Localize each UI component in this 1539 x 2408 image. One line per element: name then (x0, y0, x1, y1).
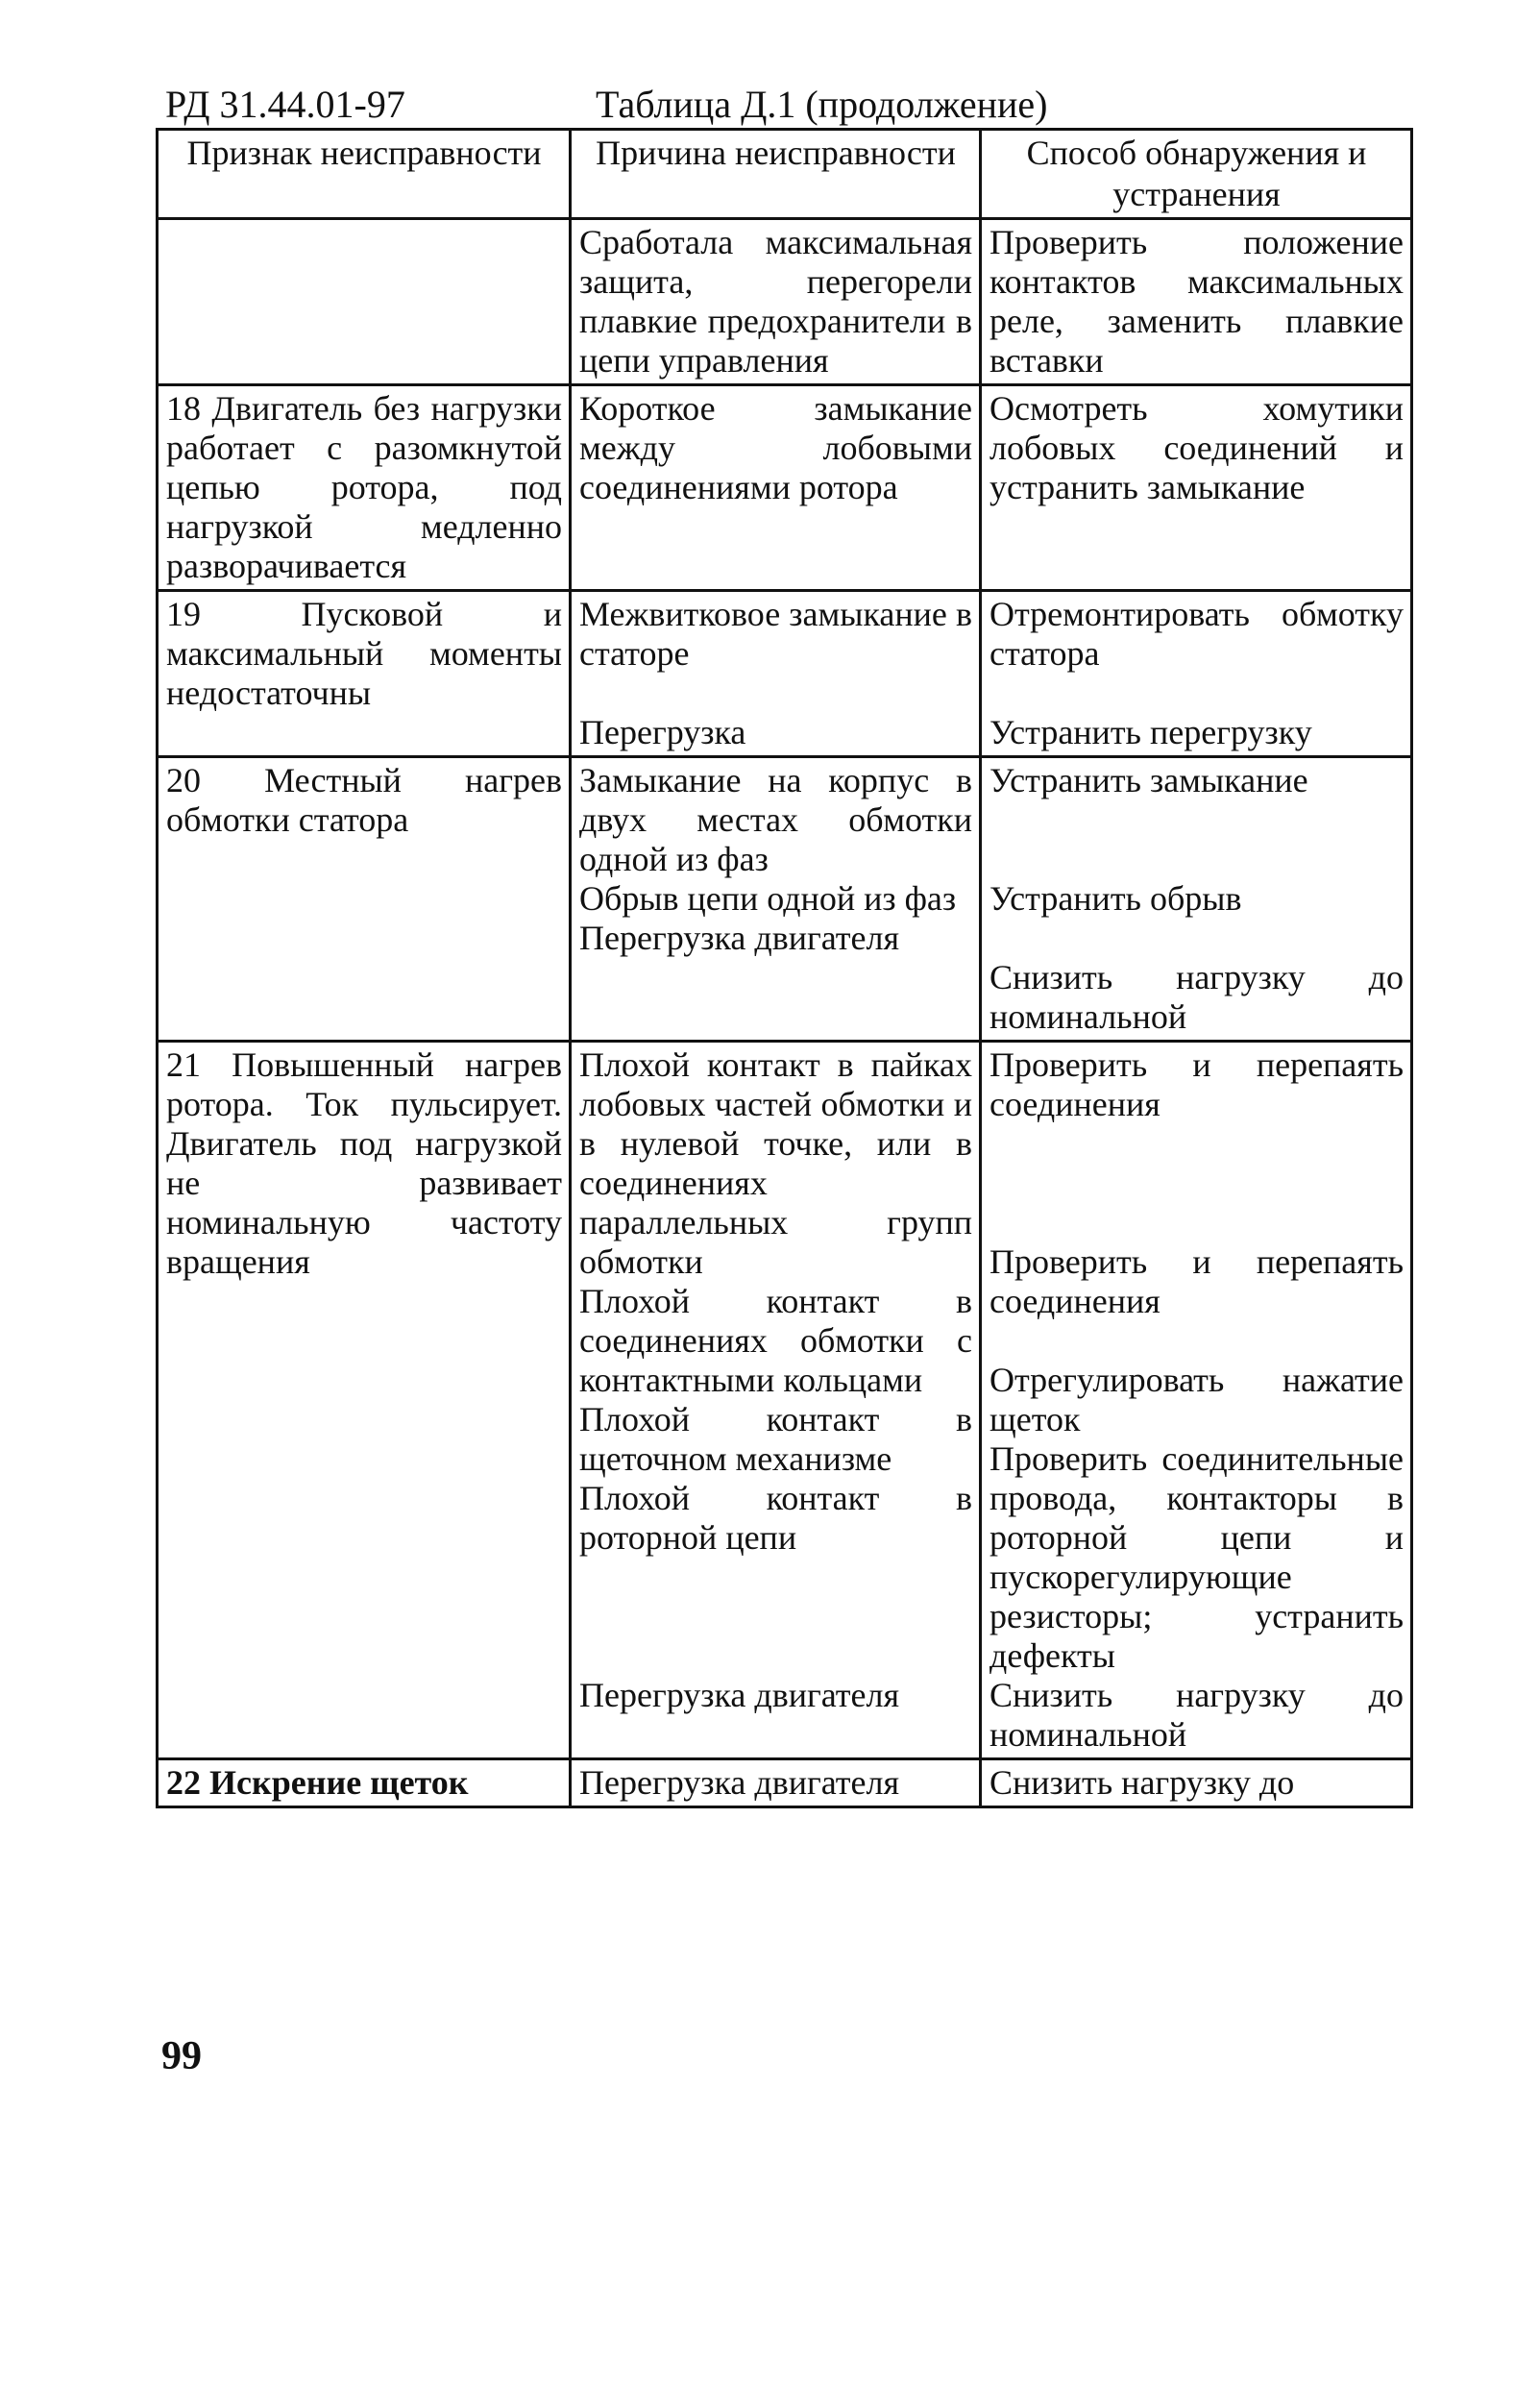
symptom-cell: 22 Искрение щеток (158, 1759, 571, 1807)
symptom-cell: 19 Пусковой и максимальный моменты недостаточны (158, 591, 571, 757)
table-row (158, 591, 1412, 757)
page-header (156, 81, 1416, 129)
remedy-text: Устранить обрыв (989, 879, 1242, 918)
remedy-cell (981, 757, 1412, 1042)
cause-cell (571, 591, 981, 757)
cause-text: Замыкание на корпус в двух местах обмотки одной из фаз (579, 761, 972, 878)
remedy-text: Снизить нагрузку до номинальной (989, 1676, 1404, 1754)
column-header-symptom: Признак неисправности (158, 130, 571, 219)
symptom-cell (158, 219, 571, 385)
remedy-text: Проверить и перепаять соединения (989, 1045, 1404, 1123)
remedy-text: Устранить замыкание (989, 761, 1308, 799)
cause-cell (571, 219, 981, 385)
column-header-remedy: Способ обнаружения и устранения (981, 130, 1412, 219)
remedy-cell (981, 591, 1412, 757)
remedy-text: Проверить положение контактов максимальных реле, заменить плавкие вставки (989, 223, 1404, 380)
cause-text: Перегрузка (579, 713, 746, 751)
remedy-text: Снизить нагрузку до номинальной (989, 958, 1404, 1036)
table-header-row (158, 130, 1412, 219)
remedy-text: Отрегулировать нажатие щеток (989, 1361, 1404, 1438)
remedy-text: Проверить соединительные провода, контакторы в роторной цепи и пускорегулирующие резисторы; устранить дефекты (989, 1439, 1404, 1675)
column-header-cause: Причина неисправности (571, 130, 981, 219)
cause-cell (571, 757, 981, 1042)
cause-text: Перегрузка двигателя (579, 919, 900, 957)
symptom-cell: 20 Местный нагрев обмотки статора (158, 757, 571, 1042)
remedy-cell (981, 385, 1412, 591)
remedy-text: Устранить перегрузку (989, 713, 1312, 751)
table-row (158, 757, 1412, 1042)
remedy-text: Осмотреть хомутики лобовых соединений и устранить замыкание (989, 389, 1404, 506)
cause-text: Короткое замыкание между лобовыми соединениями ротора (579, 389, 972, 506)
remedy-text: Отремонтировать обмотку статора (989, 595, 1404, 673)
remedy-text: Проверить и перепаять соединения (989, 1242, 1404, 1320)
remedy-text: Снизить нагрузку до (989, 1763, 1295, 1802)
table-row (158, 219, 1412, 385)
cause-text: Плохой контакт в соединениях обмотки с контактными кольцами (579, 1282, 972, 1399)
fault-table (156, 128, 1413, 1808)
cause-cell (571, 1042, 981, 1759)
cause-text: Межвитковое замыкание в статоре (579, 595, 972, 673)
table-row (158, 1042, 1412, 1759)
cause-text: Плохой контакт в пайках лобовых частей обмотки и в нулевой точке, или в соединениях параллельных групп обмотки (579, 1045, 972, 1281)
cause-text: Сработала максимальная защита, перегорели плавкие предохранители в цепи управления (579, 223, 972, 380)
symptom-cell: 18 Двигатель без нагрузки работает с разомкнутой цепью ротора, под нагрузкой медленно разворачивается (158, 385, 571, 591)
cause-text: Обрыв цепи одной из фаз (579, 879, 957, 918)
remedy-cell (981, 1042, 1412, 1759)
cause-text: Перегрузка двигателя (579, 1676, 900, 1714)
table-row (158, 1759, 1412, 1807)
symptom-cell: 21 Повышенный нагрев ротора. Ток пульсирует. Двигатель под нагрузкой не развивает номинальную частоту вращения (158, 1042, 571, 1759)
table-caption: Таблица Д.1 (продолжение) (596, 83, 1048, 126)
remedy-cell (981, 219, 1412, 385)
page-number: 99 (161, 2034, 202, 2078)
cause-cell (571, 385, 981, 591)
cause-text: Плохой контакт в щеточном механизме (579, 1400, 972, 1478)
cause-cell (571, 1759, 981, 1807)
document-code: РД 31.44.01-97 (165, 83, 405, 126)
cause-text: Перегрузка двигателя (579, 1763, 900, 1802)
cause-text: Плохой контакт в роторной цепи (579, 1479, 972, 1557)
table-row (158, 385, 1412, 591)
remedy-cell (981, 1759, 1412, 1807)
